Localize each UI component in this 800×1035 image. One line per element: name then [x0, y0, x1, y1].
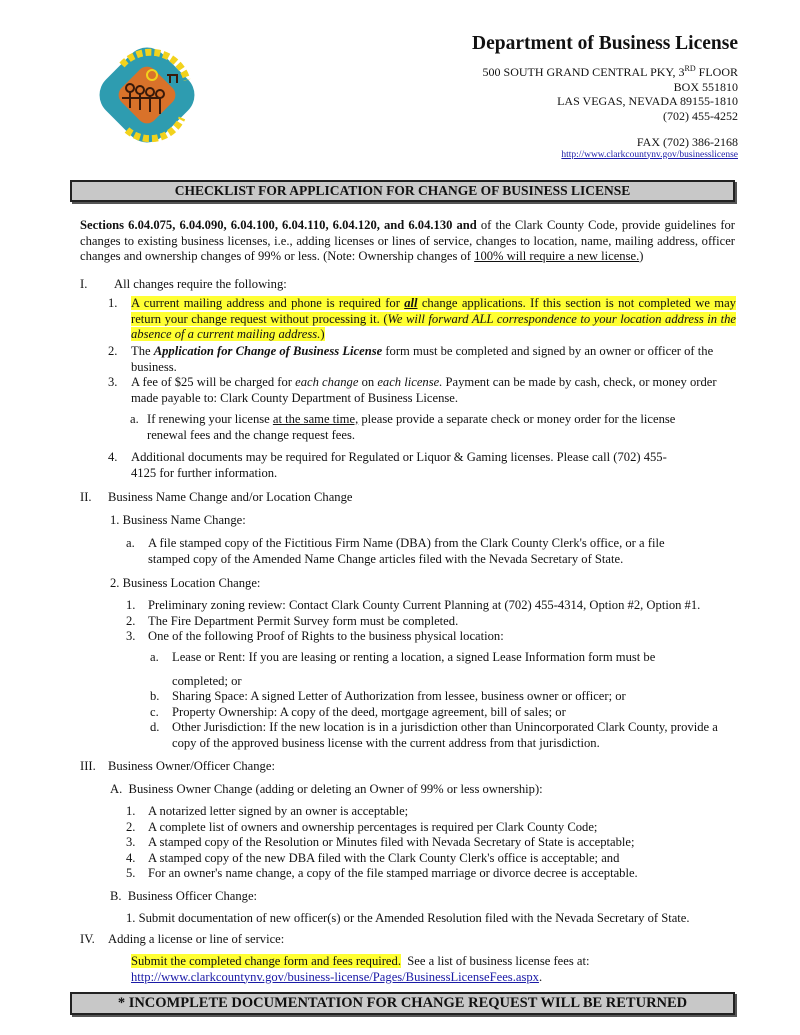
owner-item	[126, 804, 746, 820]
item-number: 2.	[110, 576, 120, 590]
item-number: 2.	[108, 344, 118, 358]
text: A complete list of owners and ownership percentages is required per Clark County Code;	[148, 819, 598, 834]
text: Preliminary zoning review: Contact Clark County Current Planning at (702) 455-4314, Option #2, Option #1.	[148, 598, 701, 612]
address-line2: BOX 551810	[673, 79, 738, 94]
owner-item	[126, 866, 746, 882]
item-1-3a	[130, 412, 700, 443]
text: change applications. If this section is not completed we may return your change request without processing it. (	[131, 296, 736, 326]
text: .	[538, 969, 543, 984]
item-number: 2.	[126, 819, 136, 834]
item-letter: A.	[110, 782, 123, 796]
owner-list	[126, 804, 746, 882]
text: A notarized letter signed by an owner is acceptable;	[148, 804, 409, 818]
item-letter: c.	[150, 704, 159, 719]
text: A stamped copy of the new DBA filed with the Clark County Clerk's office is acceptable; and	[148, 850, 620, 865]
proof-item	[150, 705, 730, 721]
location-item	[126, 598, 746, 614]
item-number: 1.	[126, 804, 136, 818]
intro-end: )	[639, 249, 644, 263]
item-number: 3.	[108, 375, 118, 389]
intro-paragraph	[80, 218, 735, 265]
item-number: 4.	[108, 450, 118, 464]
text: on	[358, 375, 378, 389]
text: One of the following Proof of Rights to the business physical location:	[148, 629, 504, 643]
owner-item	[126, 820, 746, 836]
text: Property Ownership: A copy of the deed, mortgage agreement, bill of sales; or	[172, 704, 566, 719]
italic-text: each change	[295, 375, 359, 389]
checklist-title: CHECKLIST FOR APPLICATION FOR CHANGE OF BUSINESS LICENSE	[70, 180, 735, 202]
department-title: Department of Business License	[472, 33, 738, 54]
item-letter: a.	[150, 650, 159, 664]
section-1-num: I.	[80, 277, 88, 291]
fees-link[interactable]: http://www.clarkcountynv.gov/business-license/Pages/BusinessLicenseFees.aspx	[131, 969, 539, 984]
location-item	[126, 629, 746, 645]
text: Business Name Change:	[122, 513, 246, 527]
text: Additional documents may be required for Regulated or Liquor & Gaming licenses. Please call (702) 455-4125 for further information.	[131, 450, 667, 480]
owner-item	[126, 851, 746, 867]
section-4-num: IV.	[80, 932, 95, 946]
section-3-heading: Business Owner/Officer Change:	[108, 759, 275, 773]
text: Business Officer Change:	[127, 889, 258, 903]
italic-text: We will forward ALL correspondence to your location address in the absence of a current mailing address.	[131, 311, 736, 341]
owner-item	[126, 835, 746, 851]
item-number: 1.	[110, 513, 120, 527]
item-1-3	[108, 375, 718, 406]
clark-county-logo	[82, 30, 212, 160]
text: See a list of business license fees at:	[400, 954, 590, 968]
section-2-heading: Business Name Change and/or Location Change	[108, 490, 353, 504]
incomplete-warning: * INCOMPLETE DOCUMENTATION FOR CHANGE REQUEST WILL BE RETURNED	[70, 992, 735, 1015]
highlighted-text: Submit the completed change form and fees required.	[131, 954, 401, 968]
italic-text: each license.	[377, 375, 443, 389]
proof-item	[150, 650, 730, 689]
item-number: 5.	[126, 866, 136, 880]
text: completed; or	[172, 673, 242, 688]
text: Payment can be made by cash, check, or money order made payable to: Clark County Department of Business License.	[131, 375, 717, 405]
text: Business Owner Change (adding or deleting an Owner of 99% or less ownership):	[128, 782, 543, 796]
location-list	[126, 598, 746, 645]
item-number: 2.	[126, 613, 136, 628]
form-name: Application for Change of Business License	[153, 344, 383, 358]
proof-item	[150, 689, 730, 705]
item-1-4	[108, 450, 668, 481]
text: If renewing your license	[147, 412, 273, 426]
section-4-body	[131, 954, 691, 985]
address-line1	[483, 65, 738, 80]
phone: (702) 455-4252	[663, 108, 738, 123]
item-number: 1.	[126, 598, 136, 612]
emphasis-all: all	[404, 296, 418, 310]
intro-text: of the Clark County Code, provide guidelines for changes to existing business licenses, i.e., adding licenses or lines of service, changes to location, name, mailing address, officer changes and ownership changes of 99% or less. (Note: Ownership changes of	[80, 218, 735, 263]
proof-list	[150, 650, 730, 751]
text: A stamped copy of the Resolution or Minutes filed with Nevada Secretary of State is acceptable;	[148, 835, 635, 849]
website-link[interactable]: http://www.clarkcountynv.gov/businesslicense	[561, 149, 738, 160]
text: For an owner's name change, a copy of the file stamped marriage or divorce decree is acceptable.	[148, 866, 638, 880]
item-letter: B.	[110, 889, 122, 903]
text: A current mailing address and phone is required for	[131, 296, 405, 310]
officer-item: 1. Submit documentation of new officer(s) or the Amended Resolution filed with the Nevada Secretary of State.	[126, 911, 690, 925]
item-letter: d.	[150, 720, 160, 734]
text: Business Location Change:	[122, 576, 261, 590]
section-1-heading: All changes require the following:	[114, 277, 287, 291]
item-3-b	[110, 889, 257, 905]
text: Lease or Rent: If you are leasing or renting a location, a signed Lease Information form must be	[172, 650, 656, 664]
item-number: 3.	[126, 629, 136, 643]
text: )	[320, 327, 325, 341]
item-2-1a	[126, 536, 696, 567]
intro-note: 100% will require a new license.	[474, 249, 640, 263]
proof-item	[150, 720, 730, 751]
item-letter: b.	[150, 689, 160, 703]
text: Other Jurisdiction: If the new location is in a jurisdiction other than Unincorporated Clark County, provide a copy of the approved business license with the current address from that jurisdiction.	[172, 720, 718, 750]
item-2-2	[110, 576, 260, 592]
item-2-1	[110, 513, 246, 529]
section-4-heading: Adding a license or line of service:	[108, 932, 285, 946]
intro-sections: Sections 6.04.075, 6.04.090, 6.04.100, 6.04.110, 6.04.120, and 6.04.130 and	[80, 218, 477, 232]
underlined-text: at the same time,	[272, 412, 359, 426]
item-1-2	[108, 344, 728, 375]
item-number: 3.	[126, 835, 136, 849]
address-text: FLOOR	[695, 65, 738, 79]
text: A file stamped copy of the Fictitious Firm Name (DBA) from the Clark County Clerk's office, or a file stamped copy of the Amended Name Change articles filed with the Nevada Secretary of State.	[148, 536, 665, 566]
item-1-1	[108, 296, 736, 343]
item-number: 4.	[126, 850, 136, 865]
section-3-num: III.	[80, 759, 96, 773]
text: please provide a separate check or money order for the license renewal fees and the change request fees.	[147, 412, 676, 442]
address-line3: LAS VEGAS, NEVADA 89155-1810	[557, 94, 738, 108]
fax: FAX (702) 386-2168	[636, 135, 738, 149]
text: The	[131, 344, 154, 358]
text: Sharing Space: A signed Letter of Authorization from lessee, business owner or officer; or	[172, 689, 626, 703]
text: form must be completed and signed by an owner or officer of the business.	[131, 344, 714, 374]
section-2-num: II.	[80, 490, 92, 504]
item-letter: a.	[130, 412, 139, 426]
highlighted-text	[131, 296, 736, 341]
address-block	[483, 65, 738, 161]
text: A fee of $25 will be charged for	[131, 375, 296, 389]
item-3-a	[110, 782, 543, 798]
text: The Fire Department Permit Survey form must be completed.	[148, 613, 459, 628]
address-text: 500 SOUTH GRAND CENTRAL PKY, 3	[482, 65, 685, 79]
location-item	[126, 614, 746, 630]
address-sup: RD	[684, 64, 696, 73]
item-number: 1.	[108, 296, 118, 310]
item-letter: a.	[126, 536, 135, 550]
